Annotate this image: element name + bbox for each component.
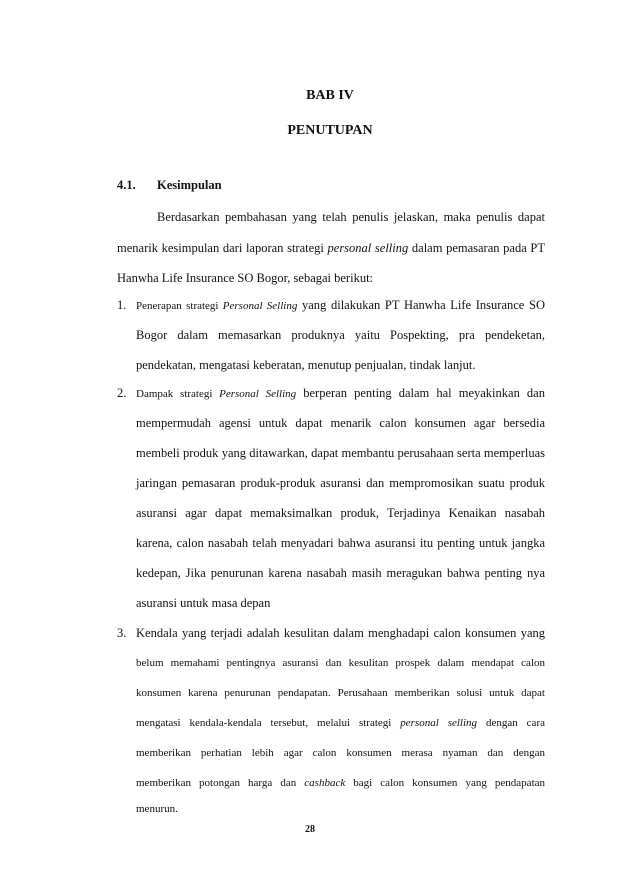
list-item-3-number: 3.: [117, 626, 127, 640]
item2-line-8: asuransi untuk masa depan: [136, 596, 271, 610]
item2-line-5: asuransi agar dapat memaksimalkan produk, Terjadinya Kenaikan nasabah: [136, 506, 545, 520]
item3-line-6: memberikan potongan harga dan cashback bagi calon konsumen yang pendapatan: [136, 777, 546, 789]
section-title: Kesimpulan: [157, 178, 222, 192]
section-heading: [117, 178, 222, 193]
page-number: 28: [305, 824, 315, 835]
item3-line-4: mengatasi kendala-kendala tersebut, melalui strategi personal selling dengan cara: [136, 717, 545, 729]
item3-line-7: menurun.: [136, 803, 178, 815]
item3-line-2: belum memahami pentingnya asuransi dan kesulitan prospek dalam mendapat calon: [136, 657, 545, 669]
list-item-2-number: 2.: [117, 386, 127, 400]
item3-line-3: konsumen karena penurunan pendapatan. Perusahaan memberikan solusi untuk dapat: [136, 687, 545, 699]
chapter-number: BAB IV: [306, 88, 354, 103]
item3-line-1: Kendala yang terjadi adalah kesulitan dalam menghadapi calon konsumen yang: [136, 626, 545, 640]
item2-line-1: Dampak strategi Personal Selling berperan penting dalam hal meyakinkan dan: [136, 386, 545, 400]
intro-line-2: menarik kesimpulan dari laporan strategi personal selling dalam pemasaran pada PT: [117, 241, 545, 255]
intro-line-1: Berdasarkan pembahasan yang telah penulis jelaskan, maka penulis dapat: [157, 210, 545, 224]
item3-line-5: memberikan perhatian lebih agar calon konsumen merasa nyaman dan dengan: [136, 747, 545, 759]
section-number: 4.1.: [117, 178, 136, 192]
list-item-1-number: 1.: [117, 298, 127, 312]
item2-line-3: membeli produk yang ditawarkan, dapat membantu perusahaan serta memperluas: [136, 446, 545, 460]
intro-line-3: Hanwha Life Insurance SO Bogor, sebagai berikut:: [117, 271, 374, 285]
item2-line-6: karena, calon nasabah telah menyadari bahwa asuransi itu penting untuk jangka: [136, 536, 545, 550]
item2-line-2: mempermudah agensi untuk dapat menarik calon konsumen agar bersedia: [136, 416, 545, 430]
item1-line-1: Penerapan strategi Personal Selling yang dilakukan PT Hanwha Life Insurance SO: [136, 298, 545, 312]
item1-line-2: Bogor dalam memasarkan produknya yaitu Pospekting, pra pendeketan,: [136, 328, 545, 342]
item2-line-4: jaringan pemasaran produk-produk asuransi dan mempromosikan suatu produk: [136, 476, 545, 490]
item2-line-7: kedepan, Jika penurunan karena nasabah masih meragukan bahwa penting nya: [136, 566, 545, 580]
chapter-title: PENUTUPAN: [287, 123, 373, 138]
item1-line-3: pendekatan, mengatasi keberatan, menutup penjualan, tindak lanjut.: [136, 358, 476, 372]
